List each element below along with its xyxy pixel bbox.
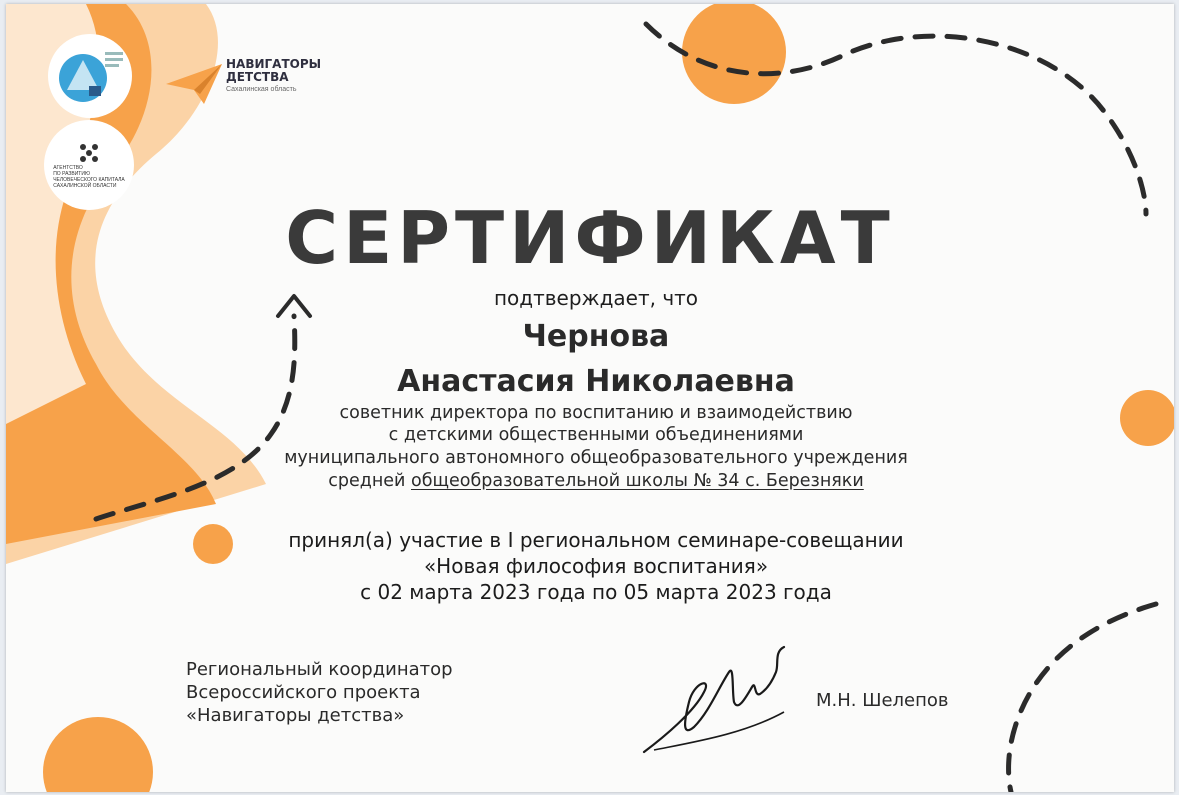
orange-circle-right [1120, 390, 1174, 446]
agency-text: АГЕНТСТВО ПО РАЗВИТИЮ ЧЕЛОВЕЧЕСКОГО КАПИТАЛА САХАЛИНСКОЙ ОБЛАСТИ [53, 165, 125, 189]
position-prefix: средней [328, 471, 411, 491]
agency-icon [75, 141, 103, 165]
orange-circle-bottom [43, 717, 153, 792]
navigators-logo [164, 44, 334, 124]
navigators-brand: НАВИГАТОРЫ ДЕТСТВА [226, 57, 322, 84]
recipient-surname: Чернова [522, 319, 670, 354]
emblem-logo [48, 34, 132, 118]
seminar-dates: с 02 марта 2023 года по 05 марта 2023 года [360, 580, 832, 604]
certificate-title: СЕРТИФИКАТ [285, 196, 895, 280]
signer-name: М.Н. Шелепов [816, 690, 949, 711]
confirms-text: подтверждает, что [493, 286, 699, 310]
certificate-page [6, 4, 1174, 792]
position-line: с детскими общественными объединениями [388, 425, 804, 445]
seminar-title: «Новая философия воспитания» [423, 554, 769, 578]
participation-line: принял(а) участие в I региональном семинаре-совещании [288, 528, 904, 552]
recipient-given-names: Анастасия Николаевна [397, 364, 795, 399]
emblem-icon [55, 46, 125, 106]
orange-circle-top [682, 4, 786, 104]
position-line-school [146, 470, 1046, 492]
dashed-curve-bottom [1009, 604, 1156, 792]
navigators-region: Сахалинская область [226, 86, 297, 93]
position-line: советник директора по воспитанию и взаимодействию [339, 403, 853, 423]
signature [634, 642, 794, 762]
school-name: общеобразовательной школы № 34 с. Березняки [411, 471, 864, 491]
position-line: муниципального автономного общеобразовательного учреждения [284, 448, 908, 468]
coordinator-title: Региональный координатор Всероссийского проекта «Навигаторы детства» [186, 659, 453, 726]
paper-plane-icon [164, 54, 224, 114]
